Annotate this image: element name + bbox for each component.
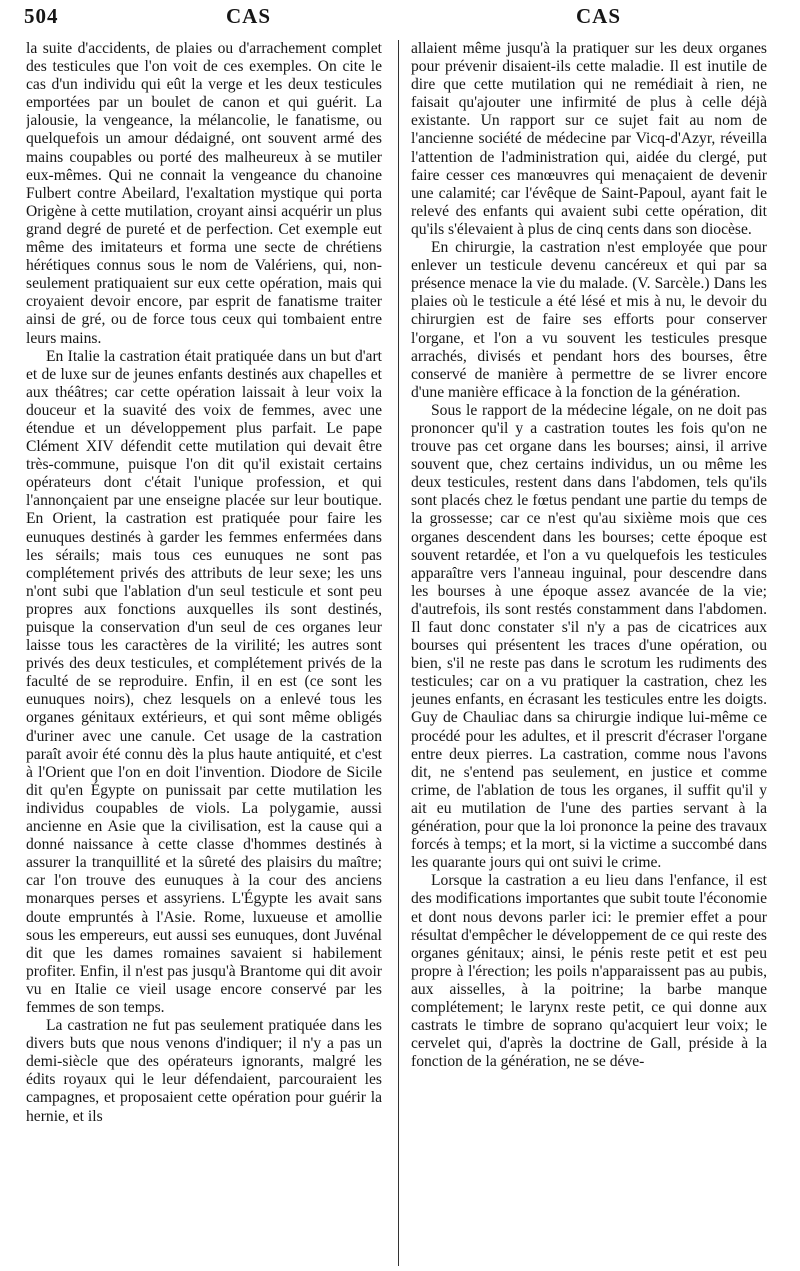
column-divider <box>398 40 399 1266</box>
paragraph: La castration ne fut pas seulement pratiquée dans les divers buts que nous venons d'indiquer; il n'y a pas un demi-siècle que des opérateurs ignorants, malgré les édits royaux qui le leur défendaient, parcouraient les campagnes, et proposaient cette opération pour guérir la hernie, et ils <box>26 1017 382 1125</box>
page-header <box>24 4 776 34</box>
running-title-right: CAS <box>576 4 622 28</box>
running-title-left: CAS <box>226 4 272 28</box>
paragraph: En chirurgie, la castration n'est employée que pour enlever un testicule devenu cancéreux et qui par sa présence menace la vie du malade. (V. Sarcèle.) Dans les plaies où le testicule a été lésé et mis à nu, le devoir du chirurgien est de faire ses efforts pour conserver l'organe, et l'on a vu souvent les testicules presque arrachés, divisés et pendant hors des bourses, être conservé de manière à permettre de se livrer encore d'une manière efficace à la fonction de la génération. <box>411 239 767 401</box>
left-column <box>26 40 382 1266</box>
paragraph: Sous le rapport de la médecine légale, on ne doit pas prononcer qu'il y a castration toutes les fois qu'on ne trouve pas cet organe dans les bourses; ainsi, il arrive souvent que, chez certains individus, un ou même les deux testicules, restent dans dans l'abdomen, tels qu'ils sont placés chez le fœtus pendant une partie du temps de la grossesse; car ce n'est qu'au sixième mois que ces organes descendent dans les bourses; cette époque est souvent retardée, et l'on a vu quelquefois les testicules apparaître vers l'anneau inguinal, pour descendre dans les bourses à une époque assez avancée de la vie; d'autrefois, ils sont restés constamment dans l'abdomen. Il faut donc constater s'il n'y a pas de cicatrices aux bourses qui présentent les traces d'une opération, ou bien, s'il ne reste pas dans le scrotum les rudiments des testicules; car on a vu pratiquer la castration, chez les jeunes enfants, en écrasant les testicules entre les doigts. Guy de Chauliac dans sa chirurgie indique lui-même ce procédé pour les adultes, et il prescrit d'écraser l'organe entre deux pierres. La castration, comme nous l'avons dit, ne s'entend pas seulement, en justice et comme crime, de l'ablation de tous les organes, il suffit qu'il y ait eu mutilation de l'une des parties servant à la génération, pour que la loi prononce la peine des travaux forcés à temps; et la mort, si la victime a succombé dans les quarante jours qui ont suivi le crime. <box>411 401 767 872</box>
paragraph: En Italie la castration était pratiquée dans un but d'art et de luxe sur de jeunes enfants destinés aux chapelles et aux théâtres; car cette opération laissait à leur voix la douceur et la suavité des voix de femmes, avec une étendue et un développement plus parfait. Le pape Clément XIV défendit cette mutilation qui devait être très-commune, puisque l'on dit qu'il existait certains opérateurs dont c'était l'unique profession, et qui l'annonçaient par une enseigne placée sur leur boutique. En Orient, la castration est pratiquée pour faire les eunuques destinés à garder les femmes enfermées dans les sérails; mais tous ces eunuques ne sont pas complétement privés des attributs de leur sexe; les uns n'ont subi que l'ablation d'un seul testicule et sont peu propres aux fonctions auxquelles ils sont destinés, puisque la conservation d'un seul de ces organes leur laisse tous les caractères de la virilité; les autres sont privés des deux testicules, et complétement privés de la faculté de se reproduire. Enfin, il en est (ce sont les eunuques noirs), chez lesquels on a enlevé tous les organes génitaux extérieurs, et qui sont même obligés d'uriner avec une canule. Cet usage de la castration paraît avoir été connu dès la plus haute antiquité, et c'est à l'Orient que l'on en doit l'invention. Diodore de Sicile dit qu'en Égypte on punissait par cette mutilation les individus coupables de viols. La polygamie, aussi ancienne en Asie que la civilisation, est la cause qui a donné naissance à cette classe d'hommes destinés à assurer la tranquillité et la sûreté des plaisirs du maître; car l'on trouve des eunuques à la cour des anciens monarques perses et assyriens. L'Égypte les avait sans doute empruntés à l'Asie. Rome, luxueuse et amollie sous les empereurs, eut aussi ses eunuques, dont Juvénal dit que les dames romaines savaient si habilement profiter. Enfin, il n'est pas jusqu'à Brantome qui dit avoir vu en Italie ce vieil usage encore conservé par les femmes de son temps. <box>26 347 382 1016</box>
paragraph: allaient même jusqu'à la pratiquer sur les deux organes pour prévenir disaient-ils cette maladie. Il est inutile de dire que cette mutilation qui ne remédiait à rien, ne faisait qu'ajouter une infirmité de plus à celle déjà existante. Un rapport sur ce sujet fait au nom de l'ancienne société de médecine par Vicq-d'Azyr, réveilla l'attention de l'administration qui, aidée du clergé, put faire cesser ces manœuvres qui menaçaient de devenir une calamité; car l'évêque de Saint-Papoul, ayant fait le relevé des enfants qui avaient subi cette opération, dit qu'ils s'élevaient à plus de cinq cents dans son diocèse. <box>411 40 767 238</box>
paragraph: la suite d'accidents, de plaies ou d'arrachement complet des testicules que l'on voit de ces exemples. On cite le cas d'un individu qui eût la verge et les deux testicules emportées par un boulet de canon et qui guérit. La jalousie, la vengeance, la mélancolie, le fanatisme, ou quelquefois un amour dédaigné, ont souvent armé des mains coupables ou porté des malheureux à se mutiler eux-mêmes. Qui ne connait la vengeance du chanoine Fulbert contre Abeilard, l'exaltation mystique qui porta Origène à cette mutilation, croyant ainsi acquérir un plus grand degré de pureté et de perfection. Cet exemple eut même des imitateurs et forma une secte de chrétiens hérétiques connus sous le nom de Valériens, qui, non-seulement pratiquaient sur eux cette opération, mais qui croyaient devoir encore, par esprit de fanatisme traiter ainsi de gré, ou de force tous ceux qui tombaient entre leurs mains. <box>26 40 382 347</box>
paragraph: Lorsque la castration a eu lieu dans l'enfance, il est des modifications importantes que subit toute l'économie et dont nous devons parler ici: le premier effet a pour résultat d'empêcher le développement de ce qui reste des organes génitaux; ainsi, le pénis reste petit et est peu propre à l'érection; les poils n'apparaissent pas au pubis, aux aisselles, à la poitrine; la barbe manque complétement; le larynx reste petit, ce qui donne aux castrats le timbre de soprano qu'acquiert leur voix; le cervelet qui, d'après la doctrine de Gall, préside à la fonction de la génération, ne se déve- <box>411 872 767 1071</box>
right-column <box>411 40 767 1266</box>
page-number: 504 <box>24 4 59 28</box>
